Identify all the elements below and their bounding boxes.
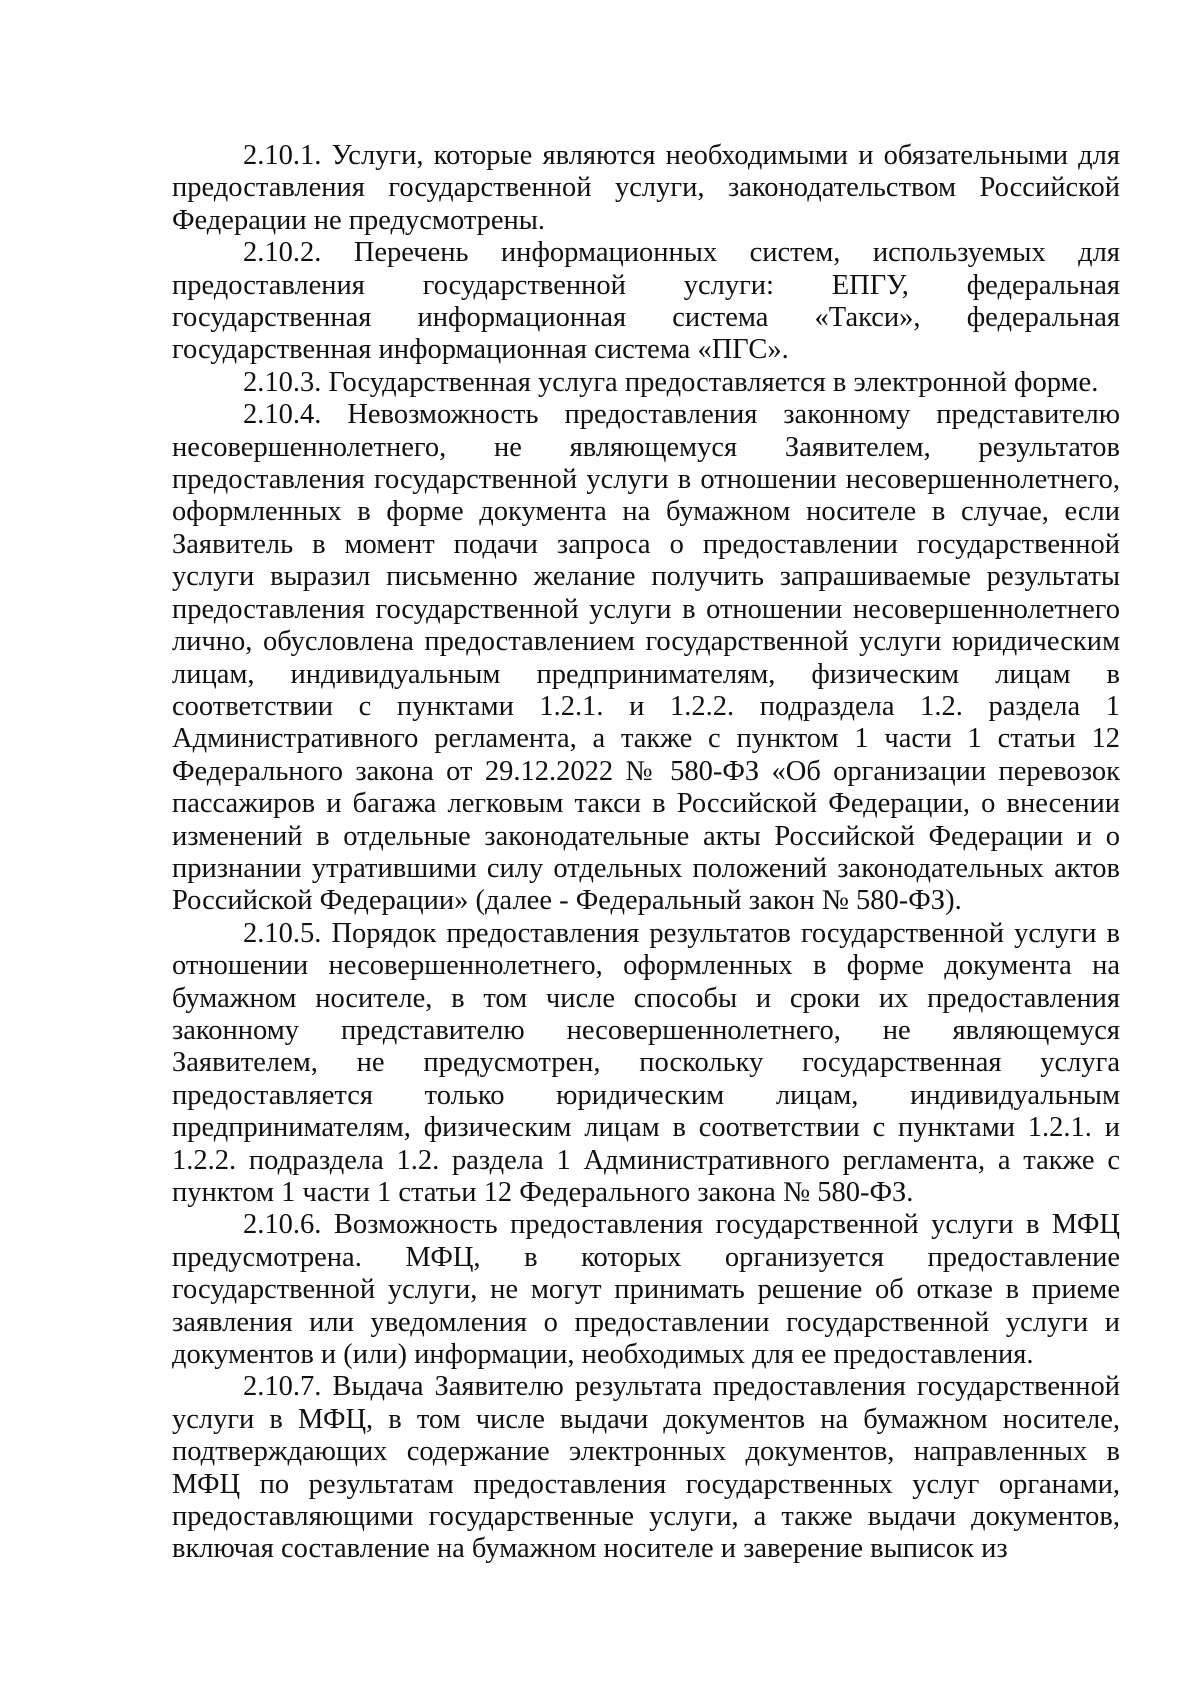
paragraph-2-10-5: 2.10.5. Порядок предоставления результатов государственной услуги в отношении несовершеннолетнего, оформленных в форме документа на бумажном носителе, в том числе способы и сроки их предоставления законному представителю несовершеннолетнего, не являющемуся Заявителем, не предусмотрен, поскольку государственная услуга предоставляется только юридическим лицам, индивидуальным предпринимателям, физическим лицам в соответствии с пунктами 1.2.1. и 1.2.2. подраздела 1.2. раздела 1 Административного регламента, а также с пунктом 1 части 1 статьи 12 Федерального закона № 580-ФЗ. <box>172 917 1120 1208</box>
paragraph-2-10-6: 2.10.6. Возможность предоставления государственной услуги в МФЦ предусмотрена. МФЦ, в которых организуется предоставление государственной услуги, не могут принимать решение об отказе в приеме заявления или уведомления о предоставлении государственной услуги и документов и (или) информации, необходимых для ее предоставления. <box>172 1209 1120 1371</box>
paragraph-2-10-4: 2.10.4. Невозможность предоставления законному представителю несовершеннолетнего, не являющемуся Заявителем, результатов предоставления государственной услуги в отношении несовершеннолетнего, оформленных в форме документа на бумажном носителе в случае, если Заявитель в момент подачи запроса о предоставлении государственной услуги выразил письменно желание получить запрашиваемые результаты предоставления государственной услуги в отношении несовершеннолетнего лично, обусловлена предоставлением государственной услуги юридическим лицам, индивидуальным предпринимателям, физическим лицам в соответствии с пунктами 1.2.1. и 1.2.2. подраздела 1.2. раздела 1 Административного регламента, а также с пунктом 1 части 1 статьи 12 Федерального закона от 29.12.2022 № 580-ФЗ «Об организации перевозок пассажиров и багажа легковым такси в Российской Федерации, о внесении изменений в отдельные законодательные акты Российской Федерации и о признании утратившими силу отдельных положений законодательных актов Российской Федерации» (далее - Федеральный закон № 580-ФЗ). <box>172 399 1120 917</box>
paragraph-2-10-7: 2.10.7. Выдача Заявителю результата предоставления государственной услуги в МФЦ, в том числе выдачи документов на бумажном носителе, подтверждающих содержание электронных документов, направленных в МФЦ по результатам предоставления государственных услуг органами, предоставляющими государственные услуги, а также выдачи документов, включая составление на бумажном носителе и заверение выписок из <box>172 1371 1120 1565</box>
document-page <box>172 140 1120 1566</box>
paragraph-2-10-2: 2.10.2. Перечень информационных систем, используемых для предоставления государственной услуги: ЕПГУ, федеральная государственная информационная система «Такси», федеральная государственная информационная система «ПГС». <box>172 237 1120 366</box>
paragraph-2-10-1: 2.10.1. Услуги, которые являются необходимыми и обязательными для предоставления государственной услуги, законодательством Российской Федерации не предусмотрены. <box>172 140 1120 236</box>
paragraph-2-10-3: 2.10.3. Государственная услуга предоставляется в электронной форме. <box>243 366 1099 398</box>
